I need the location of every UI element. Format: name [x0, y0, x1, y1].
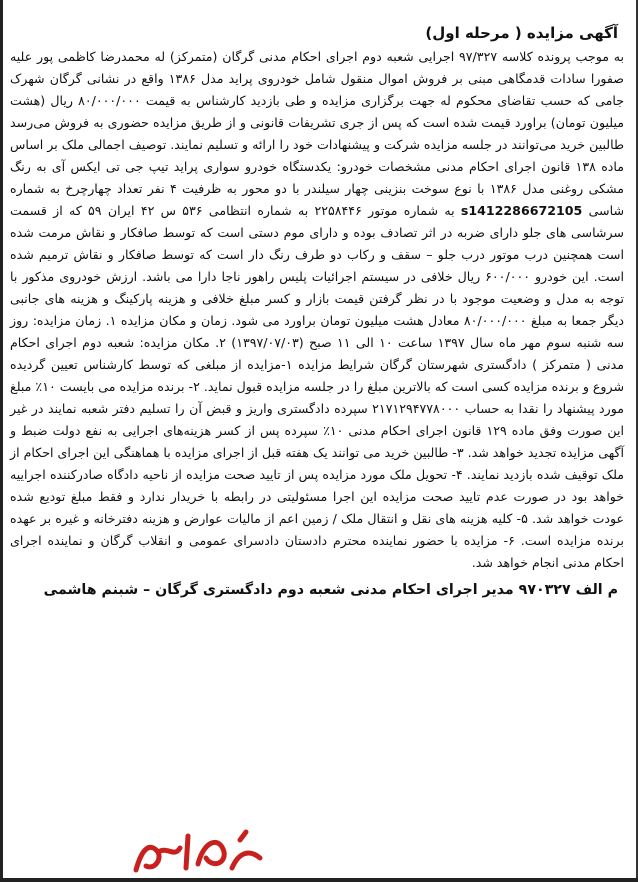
notice-body-part-1: به موجب پرونده کلاسه ۹۷/۳۲۷ اجرایی شعبه دوم اجرای احکام مدنی گرگان (متمرکز) له محمدرضا کاظمی پور علیه صفورا سادات قدمگاهی مبنی بر فروش اموال منقول شامل خودروی پراید مدل ۱۳۸۶ واقع در نشانی گرگان شهرک جامی که حسب تقاضای محکوم له جهت برگزاری مزایده و طی بازدید کارشناس به قیمت ۸۰/۰۰۰/۰۰۰ ریال (هشت میلیون تومان) براورد قیمت شده است که پس از جری تشریفات قانونی و از طریق مزایده حضوری به فروش می‌رسد طالبین خرید می‌توانند در جلسه مزایده شرکت و پیشنهادات خود را ارائه و تسلیم نمایند. توصیف اجمالی ملک بر اساس ماده ۱۳۸ قانون اجرای احکام مدنی مشخصات خودرو: یکدستگاه خودرو سواری پراید تیپ جی تی ایکس آی به رنگ مشکی روغنی مدل ۱۳۸۶ با نوع سوخت بنزینی چهار سیلندر با دو محور به ظرفیت ۴ نفر تعداد چهارچرخ به شماره شاسی — [10, 49, 625, 218]
notice-title: آگهی مزایده ( مرحله اول) — [425, 24, 618, 42]
notice-signature: م الف ۹۷۰۳۲۷ مدیر اجرای احکام مدنی شعبه دوم دادگستری گرگان – شبنم هاشمی — [43, 582, 618, 598]
handwritten-annotation-mark — [128, 818, 268, 878]
notice-body-part-2: به شماره موتور ۲۲۵۸۴۴۶ به شماره انتظامی ۵۳۶ س ۴۲ ایران ۵۹ که از قسمت سرشاسی های جلو دارای ضربه در اثر تصادف بوده و دارای موم دستی است که توسط صافکار و نقاش مرمت شده است همچنین درب موتور درب جلو – سقف و رکاب دو طرف رنگ دار است که توسط صافکار و نقاش ترمیم شده است. این خودرو ۶۰۰/۰۰۰ ریال خلافی در سیستم اجرائیات پلیس راهور ناجا دارا می باشد. ارزش خودروی مذکور با توجه به مدل و وضعیت موجود با در نظر گرفتن قیمت بازار و کسر مبلغ خلافی و هزینه پارکینگ و هزینه های جانبی دیگر جمعا به مبلغ ۸۰/۰۰۰/۰۰۰ معادل هشت میلیون تومان براورد می شود. زمان و مکان مزایده ۱. زمان مزایده: روز سه شنبه سوم مهر ماه سال ۱۳۹۷ ساعت ۱۰ الی ۱۱ صبح (۱۳۹۷/۰۷/۰۳) ۲. مکان مزایده: شعبه دوم اجرای احکام مدنی ( متمرکز ) دادگستری شهرستان گرگان شرایط مزایده ۱-مزایده از مبلغی که توسط کارشناس تعیین گردیده شروع و برنده مزایده کسی است که بالاترین مبلغ را در جلسه مزایده قبول نماید. ۲- برنده مزایده می بایست ۱۰٪ مبلغ مورد پیشنهاد را نقدا به حساب ۲۱۷۱۲۹۴۷۷۸۰۰۰ سپرده دادگستری واریز و قبض آن را تسلیم دفتر شعبه نمایند در غیر این صورت وفق ماده ۱۲۹ قانون اجرای احکام مدنی ۱۰٪ سپرده پس از کسر هزینه‌های اجرایی به نفع دولت ضبط و آگهی مزایده تجدید خواهد شد. ۳- طالبین خرید می توانند یک هفته قبل از اجرای مزایده با هماهنگی این اجرای احکام از ملک توقیف شده بازدید نمایند. ۴- تحویل ملک مورد مزایده پس از تایید صحت مزایده از ناحیه دادگاه صادرکننده اجراییه خواهد بود در صورت عدم تایید صحت مزایده این اجرا مسئولیتی در رابطه با خریدار ندارد و فقط مبلغ تودیع شده عودت خواهد شد. ۵- کلیه هزینه های نقل و انتقال ملک / زمین اعم از مالیات عوارض و هزینه دفترخانه و غیره بر عهده برنده مزایده است. ۶- مزایده با حضور نماینده محترم دادستان دادسرای عمومی و انقلاب گرگان و نماینده اجرای احکام مدنی انجام خواهد شد. — [10, 203, 625, 570]
chassis-number: s1412286672105 — [460, 203, 583, 218]
notice-body — [10, 46, 624, 574]
bottom-border — [0, 878, 638, 882]
auction-notice — [10, 22, 624, 602]
